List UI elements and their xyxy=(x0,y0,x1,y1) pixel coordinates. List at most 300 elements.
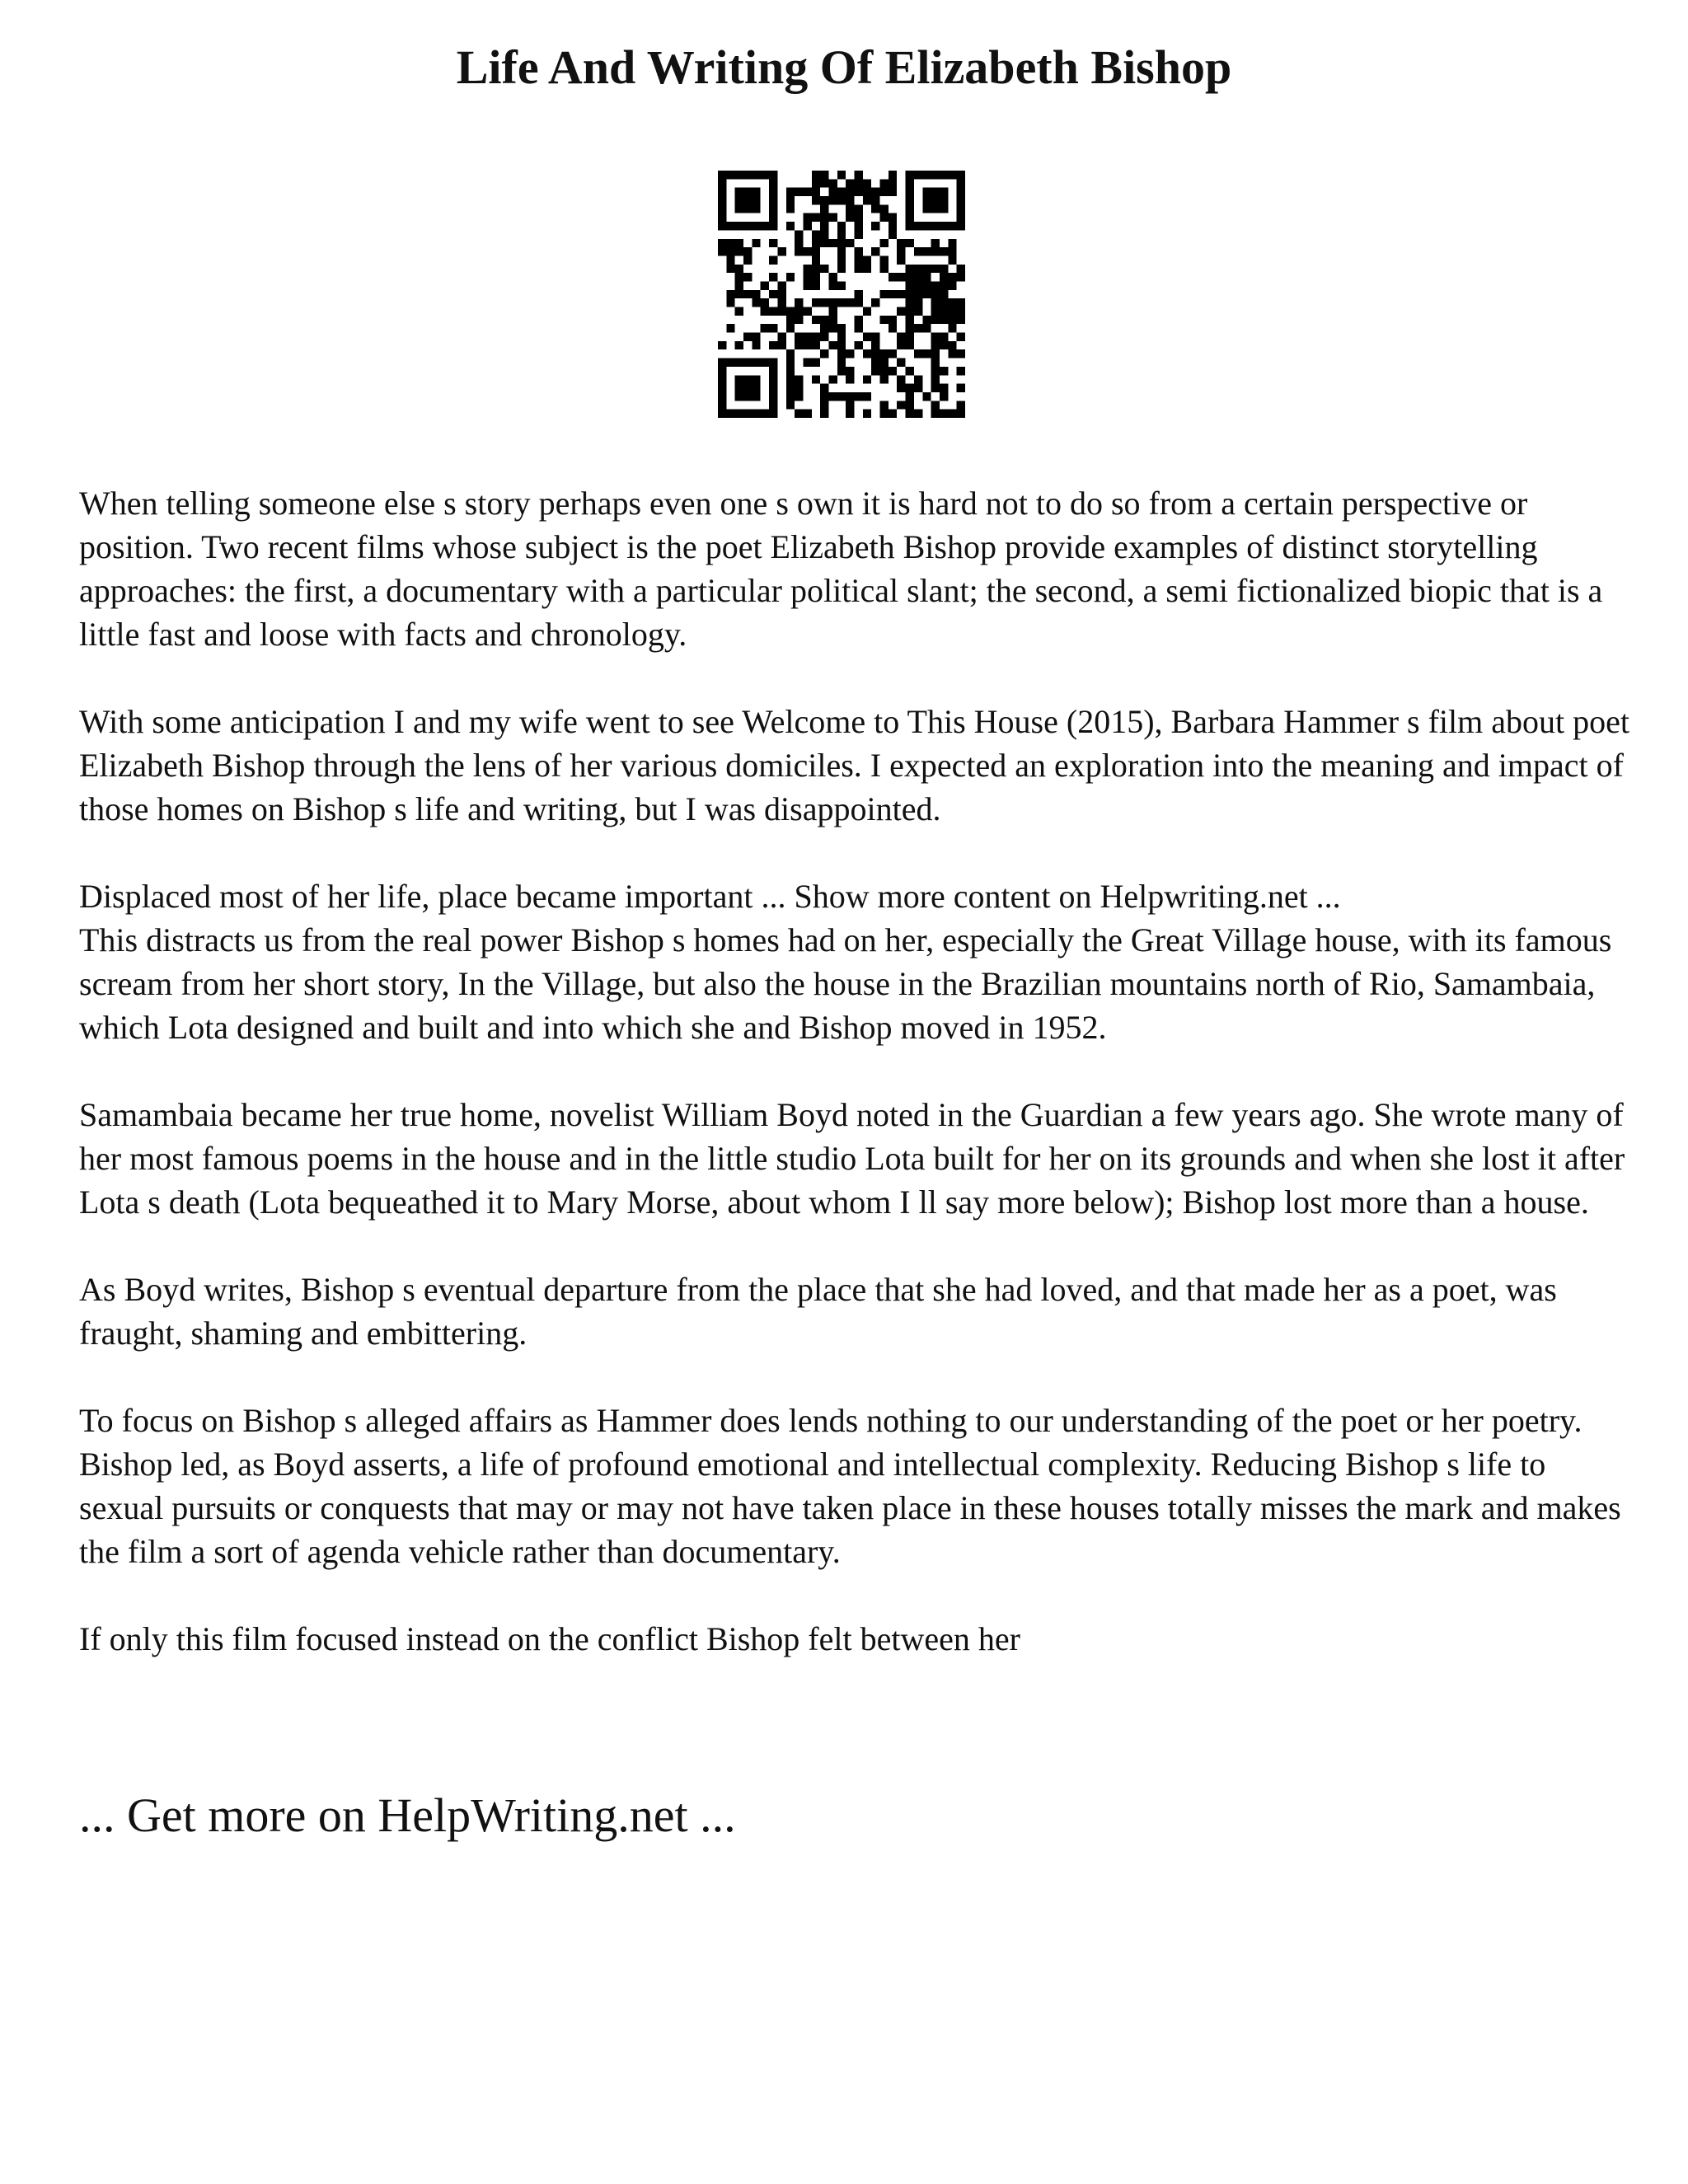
qr-module xyxy=(820,222,828,230)
qr-module xyxy=(863,410,871,418)
qr-module xyxy=(889,230,897,238)
qr-module xyxy=(957,333,965,341)
qr-module xyxy=(803,359,811,367)
paragraph: When telling someone else s story perhaps even one s own it is hard not to do so from a certain perspective or position. Two recent films whose subject is the poet Elizabeth Bishop provide examples of distinct storytelling approaches: the first, a documentary with a particular political slant; the second, a semi fictionalized biopic that is a little fast and loose with facts and chronology. xyxy=(79,485,1603,653)
qr-module xyxy=(812,255,820,264)
qr-module xyxy=(940,341,948,349)
qr-module xyxy=(718,247,726,255)
qr-module xyxy=(820,410,828,418)
paragraph: Samambaia became her true home, novelist William Boyd noted in the Guardian a few years ago. She wrote many of her most famous poems in the house and in the little studio Lota built for her on its grounds and when she lost it after Lota s death (Lota bequeathed it to Mary Morse, about whom I ll say more below); Bishop lost more than a house. xyxy=(79,1096,1625,1221)
qr-module xyxy=(906,333,914,341)
qr-module xyxy=(863,375,871,383)
qr-module xyxy=(795,230,803,238)
qr-module xyxy=(828,196,837,204)
qr-module xyxy=(803,307,811,316)
qr-module xyxy=(897,247,905,255)
qr-module xyxy=(786,188,795,196)
qr-module xyxy=(812,239,820,247)
qr-module xyxy=(828,392,837,401)
qr-module xyxy=(846,239,854,247)
qr-module xyxy=(880,188,889,196)
qr-module xyxy=(846,213,854,222)
qr-module xyxy=(914,273,922,281)
qr-module xyxy=(803,341,811,349)
qr-module xyxy=(906,401,914,409)
qr-module xyxy=(812,265,820,273)
qr-module xyxy=(828,307,837,316)
qr-module xyxy=(820,401,828,409)
qr-module xyxy=(948,298,956,307)
qr-module xyxy=(880,401,889,409)
qr-module xyxy=(931,367,940,375)
qr-module xyxy=(795,298,803,307)
qr-module xyxy=(718,341,726,349)
qr-module xyxy=(863,307,871,316)
qr-module xyxy=(803,273,811,281)
qr-module xyxy=(931,298,940,307)
qr-module xyxy=(837,349,846,358)
qr-module xyxy=(837,230,846,238)
qr-module xyxy=(812,341,820,349)
qr-module xyxy=(906,367,914,375)
qr-module xyxy=(820,265,828,273)
qr-module xyxy=(752,239,760,247)
qr-module xyxy=(906,265,914,273)
qr-module xyxy=(803,333,811,341)
qr-module xyxy=(752,290,760,298)
qr-module xyxy=(769,239,777,247)
qr-module xyxy=(828,213,837,222)
qr-module xyxy=(940,265,948,273)
qr-module xyxy=(855,247,863,255)
qr-module xyxy=(752,298,760,307)
qr-module xyxy=(837,298,846,307)
qr-module xyxy=(957,298,965,307)
qr-module xyxy=(795,341,803,349)
qr-module xyxy=(846,188,854,196)
qr-module xyxy=(743,290,752,298)
qr-module xyxy=(795,375,803,383)
qr-module xyxy=(906,384,914,392)
qr-module xyxy=(914,265,922,273)
qr-module xyxy=(828,375,837,383)
qr-module xyxy=(812,196,820,204)
qr-module xyxy=(837,171,846,179)
qr-module xyxy=(828,273,837,281)
qr-module xyxy=(880,290,889,298)
qr-module xyxy=(855,213,863,222)
qr-module xyxy=(812,375,820,383)
qr-module xyxy=(914,349,922,358)
qr-module xyxy=(957,316,965,324)
qr-module xyxy=(786,204,795,213)
qr-module xyxy=(914,290,922,298)
qr-module xyxy=(812,359,820,367)
qr-module xyxy=(769,290,777,298)
qr-module xyxy=(940,281,948,289)
paragraph: To focus on Bishop s alleged affairs as Hammer does lends nothing to our understanding of the poet or her poetry. Bishop led, as Boyd asserts, a life of profound emotional and intellectual complexity. Reducing Bishop s life to sexual pursuits or conquests that may or may not have taken place in these houses totally misses the mark and makes the film a sort of agenda vehicle rather than documentary. xyxy=(79,1402,1621,1570)
qr-module xyxy=(855,188,863,196)
qr-module xyxy=(855,392,863,401)
qr-module xyxy=(828,188,837,196)
qr-module xyxy=(922,273,931,281)
qr-module xyxy=(863,196,871,204)
qr-module xyxy=(957,307,965,316)
qr-module xyxy=(820,384,828,392)
qr-module xyxy=(795,247,803,255)
qr-module xyxy=(777,281,785,289)
qr-module xyxy=(786,349,795,358)
qr-module xyxy=(837,333,846,341)
qr-module xyxy=(906,341,914,349)
qr-module xyxy=(940,333,948,341)
qr-module xyxy=(889,188,897,196)
qr-module xyxy=(820,239,828,247)
qr-module xyxy=(769,324,777,332)
qr-module xyxy=(786,359,795,367)
qr-module xyxy=(828,298,837,307)
qr-module xyxy=(820,179,828,187)
qr-module xyxy=(931,290,940,298)
qr-module xyxy=(940,247,948,255)
qr-module xyxy=(855,316,863,324)
paragraph: With some anticipation I and my wife went to see Welcome to This House (2015), Barbara Hammer s film about poet Elizabeth Bishop through the lens of her various domiciles. I expected an exploration into the meaning and impact of those homes on Bishop s life and writing, but I was disappointed. xyxy=(79,703,1629,827)
qr-module xyxy=(948,255,956,264)
qr-module xyxy=(948,247,956,255)
get-more-link[interactable]: ... Get more on HelpWriting.net ... xyxy=(79,1788,736,1842)
paragraph: As Boyd writes, Bishop s eventual departure from the place that she had loved, and that made her as a poet, was fraught, shaming and embittering. xyxy=(79,1271,1557,1352)
qr-module xyxy=(812,213,820,222)
qr-module xyxy=(803,188,811,196)
qr-module xyxy=(837,239,846,247)
qr-module xyxy=(735,247,743,255)
qr-module xyxy=(880,349,889,358)
qr-module xyxy=(855,265,863,273)
qr-module xyxy=(922,349,931,358)
qr-module xyxy=(777,298,785,307)
qr-module xyxy=(761,324,769,332)
qr-module xyxy=(846,204,854,213)
qr-module xyxy=(803,265,811,273)
qr-module xyxy=(880,213,889,222)
qr-module xyxy=(752,341,760,349)
qr-module xyxy=(889,222,897,230)
qr-module xyxy=(871,298,879,307)
qr-module xyxy=(820,316,828,324)
qr-module xyxy=(812,298,820,307)
qr-module xyxy=(820,324,828,332)
qr-module xyxy=(812,188,820,196)
qr-module xyxy=(777,341,785,349)
qr-module xyxy=(889,273,897,281)
qr-module xyxy=(820,204,828,213)
qr-module xyxy=(837,196,846,204)
qr-module xyxy=(786,375,795,383)
qr-module xyxy=(871,204,879,213)
qr-module xyxy=(863,255,871,264)
qr-module xyxy=(837,247,846,255)
qr-module xyxy=(837,359,846,367)
qr-module xyxy=(880,204,889,213)
qr-module xyxy=(837,341,846,349)
qr-module xyxy=(897,359,905,367)
qr-module xyxy=(726,290,734,298)
qr-module xyxy=(931,239,940,247)
qr-module xyxy=(871,188,879,196)
qr-module xyxy=(957,384,965,392)
qr-module xyxy=(880,239,889,247)
qr-module xyxy=(795,188,803,196)
qr-module xyxy=(889,324,897,332)
page-title: Life And Writing Of Elizabeth Bishop xyxy=(456,40,1232,94)
qr-module xyxy=(803,213,811,222)
qr-module xyxy=(957,273,965,281)
qr-module xyxy=(871,247,879,255)
qr-module xyxy=(906,410,914,418)
qr-module xyxy=(931,410,940,418)
qr-module xyxy=(948,307,956,316)
qr-module xyxy=(863,349,871,358)
qr-module xyxy=(786,367,795,375)
qr-module xyxy=(931,265,940,273)
qr-module xyxy=(897,333,905,341)
qr-module xyxy=(837,367,846,375)
qr-module xyxy=(795,316,803,324)
qr-module xyxy=(786,222,795,230)
qr-module xyxy=(786,196,795,204)
qr-module xyxy=(812,273,820,281)
qr-module xyxy=(914,281,922,289)
qr-module xyxy=(940,384,948,392)
qr-module xyxy=(837,255,846,264)
qr-module xyxy=(889,171,897,179)
qr-module xyxy=(761,281,769,289)
qr-module xyxy=(897,273,905,281)
qr-module xyxy=(940,410,948,418)
qr-module xyxy=(948,316,956,324)
qr-module xyxy=(846,392,854,401)
qr-module xyxy=(837,265,846,273)
qr-module xyxy=(897,401,905,409)
qr-module xyxy=(812,179,820,187)
qr-module xyxy=(726,324,734,332)
qr-module xyxy=(846,196,854,204)
qr-module xyxy=(855,290,863,298)
qr-module xyxy=(880,255,889,264)
qr-module xyxy=(803,222,811,230)
qr-module xyxy=(795,384,803,392)
qr-module xyxy=(812,281,820,289)
qr-module xyxy=(803,410,811,418)
qr-module xyxy=(940,273,948,281)
qr-module xyxy=(880,375,889,383)
qr-module xyxy=(906,324,914,332)
qr-module xyxy=(922,290,931,298)
qr-module xyxy=(820,298,828,307)
qr-module xyxy=(931,359,940,367)
qr-module xyxy=(820,213,828,222)
qr-module xyxy=(880,359,889,367)
qr-module xyxy=(931,349,940,358)
qr-module xyxy=(880,367,889,375)
qr-module xyxy=(726,247,734,255)
qr-module xyxy=(828,324,837,332)
qr-module xyxy=(855,255,863,264)
paragraph: If only this film focused instead on the conflict Bishop felt between her xyxy=(79,1620,1020,1657)
qr-module xyxy=(735,239,743,247)
qr-module xyxy=(735,265,743,273)
qr-module xyxy=(931,375,940,383)
qr-module xyxy=(803,281,811,289)
qr-module xyxy=(931,307,940,316)
qr-module xyxy=(906,298,914,307)
qr-module xyxy=(871,222,879,230)
qr-module xyxy=(922,392,931,401)
qr-module xyxy=(855,204,863,213)
qr-module xyxy=(837,392,846,401)
qr-module xyxy=(889,367,897,375)
qr-module xyxy=(922,316,931,324)
qr-module xyxy=(828,239,837,247)
qr-module xyxy=(940,307,948,316)
qr-module xyxy=(940,316,948,324)
qr-module xyxy=(906,316,914,324)
qr-module xyxy=(897,255,905,264)
qr-module xyxy=(820,392,828,401)
qr-module xyxy=(846,349,854,358)
qr-module xyxy=(906,392,914,401)
qr-module xyxy=(820,230,828,238)
qr-module xyxy=(871,367,879,375)
qr-module xyxy=(863,265,871,273)
qr-module xyxy=(855,341,863,349)
qr-module xyxy=(889,290,897,298)
qr-module xyxy=(812,333,820,341)
qr-module xyxy=(786,401,795,409)
qr-module xyxy=(837,281,846,289)
qr-module xyxy=(863,188,871,196)
qr-module xyxy=(820,171,828,179)
qr-module xyxy=(863,392,871,401)
qr-module xyxy=(906,307,914,316)
qr-module xyxy=(735,273,743,281)
qr-module xyxy=(880,410,889,418)
paragraph: This distracts us from the real power Bishop s homes had on her, especially the Great Village house, with its famous scream from her short story, In the Village, but also the house in the Brazilian mountains north of Rio, Samambaia, which Lota designed and built and into which she and Bishop moved in 1952. xyxy=(79,921,1612,1046)
qr-module xyxy=(957,265,965,273)
qr-module xyxy=(931,316,940,324)
qr-module xyxy=(948,273,956,281)
qr-module xyxy=(871,359,879,367)
qr-module xyxy=(897,307,905,316)
qr-module xyxy=(735,307,743,316)
qr-module xyxy=(735,290,743,298)
qr-module xyxy=(726,239,734,247)
qr-module xyxy=(948,239,956,247)
qr-module xyxy=(786,307,795,316)
qr-module xyxy=(922,247,931,255)
qr-module xyxy=(889,349,897,358)
qr-module xyxy=(863,333,871,341)
qr-module xyxy=(931,333,940,341)
qr-module xyxy=(897,384,905,392)
qr-module xyxy=(940,392,948,401)
qr-module xyxy=(812,316,820,324)
qr-module xyxy=(914,298,922,307)
qr-module xyxy=(914,375,922,383)
qr-module xyxy=(769,255,777,264)
qr-module xyxy=(871,333,879,341)
qr-module xyxy=(855,222,863,230)
qr-module xyxy=(940,290,948,298)
qr-module xyxy=(871,341,879,349)
qr-module xyxy=(940,298,948,307)
qr-module xyxy=(743,255,752,264)
qr-module xyxy=(812,171,820,179)
qr-module xyxy=(828,316,837,324)
qr-module xyxy=(795,239,803,247)
qr-module xyxy=(743,333,752,341)
qr-module xyxy=(769,273,777,281)
article-body xyxy=(79,481,1637,1704)
qr-module xyxy=(812,247,820,255)
qr-module xyxy=(957,349,965,358)
qr-module xyxy=(889,179,897,187)
qr-module xyxy=(914,384,922,392)
qr-module xyxy=(940,367,948,375)
qr-module xyxy=(948,324,956,332)
qr-module xyxy=(855,324,863,332)
qr-module xyxy=(828,341,837,349)
qr-module xyxy=(820,349,828,358)
qr-module xyxy=(922,324,931,332)
qr-module xyxy=(871,349,879,358)
qr-module xyxy=(812,230,820,238)
qr-module xyxy=(837,222,846,230)
qr-module xyxy=(948,341,956,349)
qr-module xyxy=(761,298,769,307)
qr-module xyxy=(777,290,785,298)
qr-module xyxy=(855,230,863,238)
qr-module xyxy=(897,375,905,383)
qr-module xyxy=(846,367,854,375)
qr-module xyxy=(828,179,837,187)
qr-module xyxy=(846,375,854,383)
qr-module xyxy=(855,179,863,187)
qr-module xyxy=(871,196,879,204)
qr-module xyxy=(931,281,940,289)
qr-module xyxy=(795,410,803,418)
qr-module xyxy=(948,281,956,289)
qr-module xyxy=(957,401,965,409)
qr-module xyxy=(777,307,785,316)
qr-module xyxy=(726,255,734,264)
qr-module xyxy=(889,213,897,222)
qr-module xyxy=(769,307,777,316)
qr-code-icon xyxy=(718,171,965,418)
qr-module xyxy=(931,384,940,392)
qr-module xyxy=(906,239,914,247)
qr-module xyxy=(846,410,854,418)
qr-module xyxy=(948,349,956,358)
qr-module xyxy=(880,316,889,324)
qr-module xyxy=(786,273,795,281)
qr-module xyxy=(735,281,743,289)
qr-module xyxy=(906,290,914,298)
qr-module xyxy=(922,281,931,289)
qr-module xyxy=(855,171,863,179)
paragraph-teaser: Displaced most of her life, place became important ... Show more content on Helpwriting.net ... xyxy=(79,878,1341,915)
qr-module xyxy=(795,307,803,316)
